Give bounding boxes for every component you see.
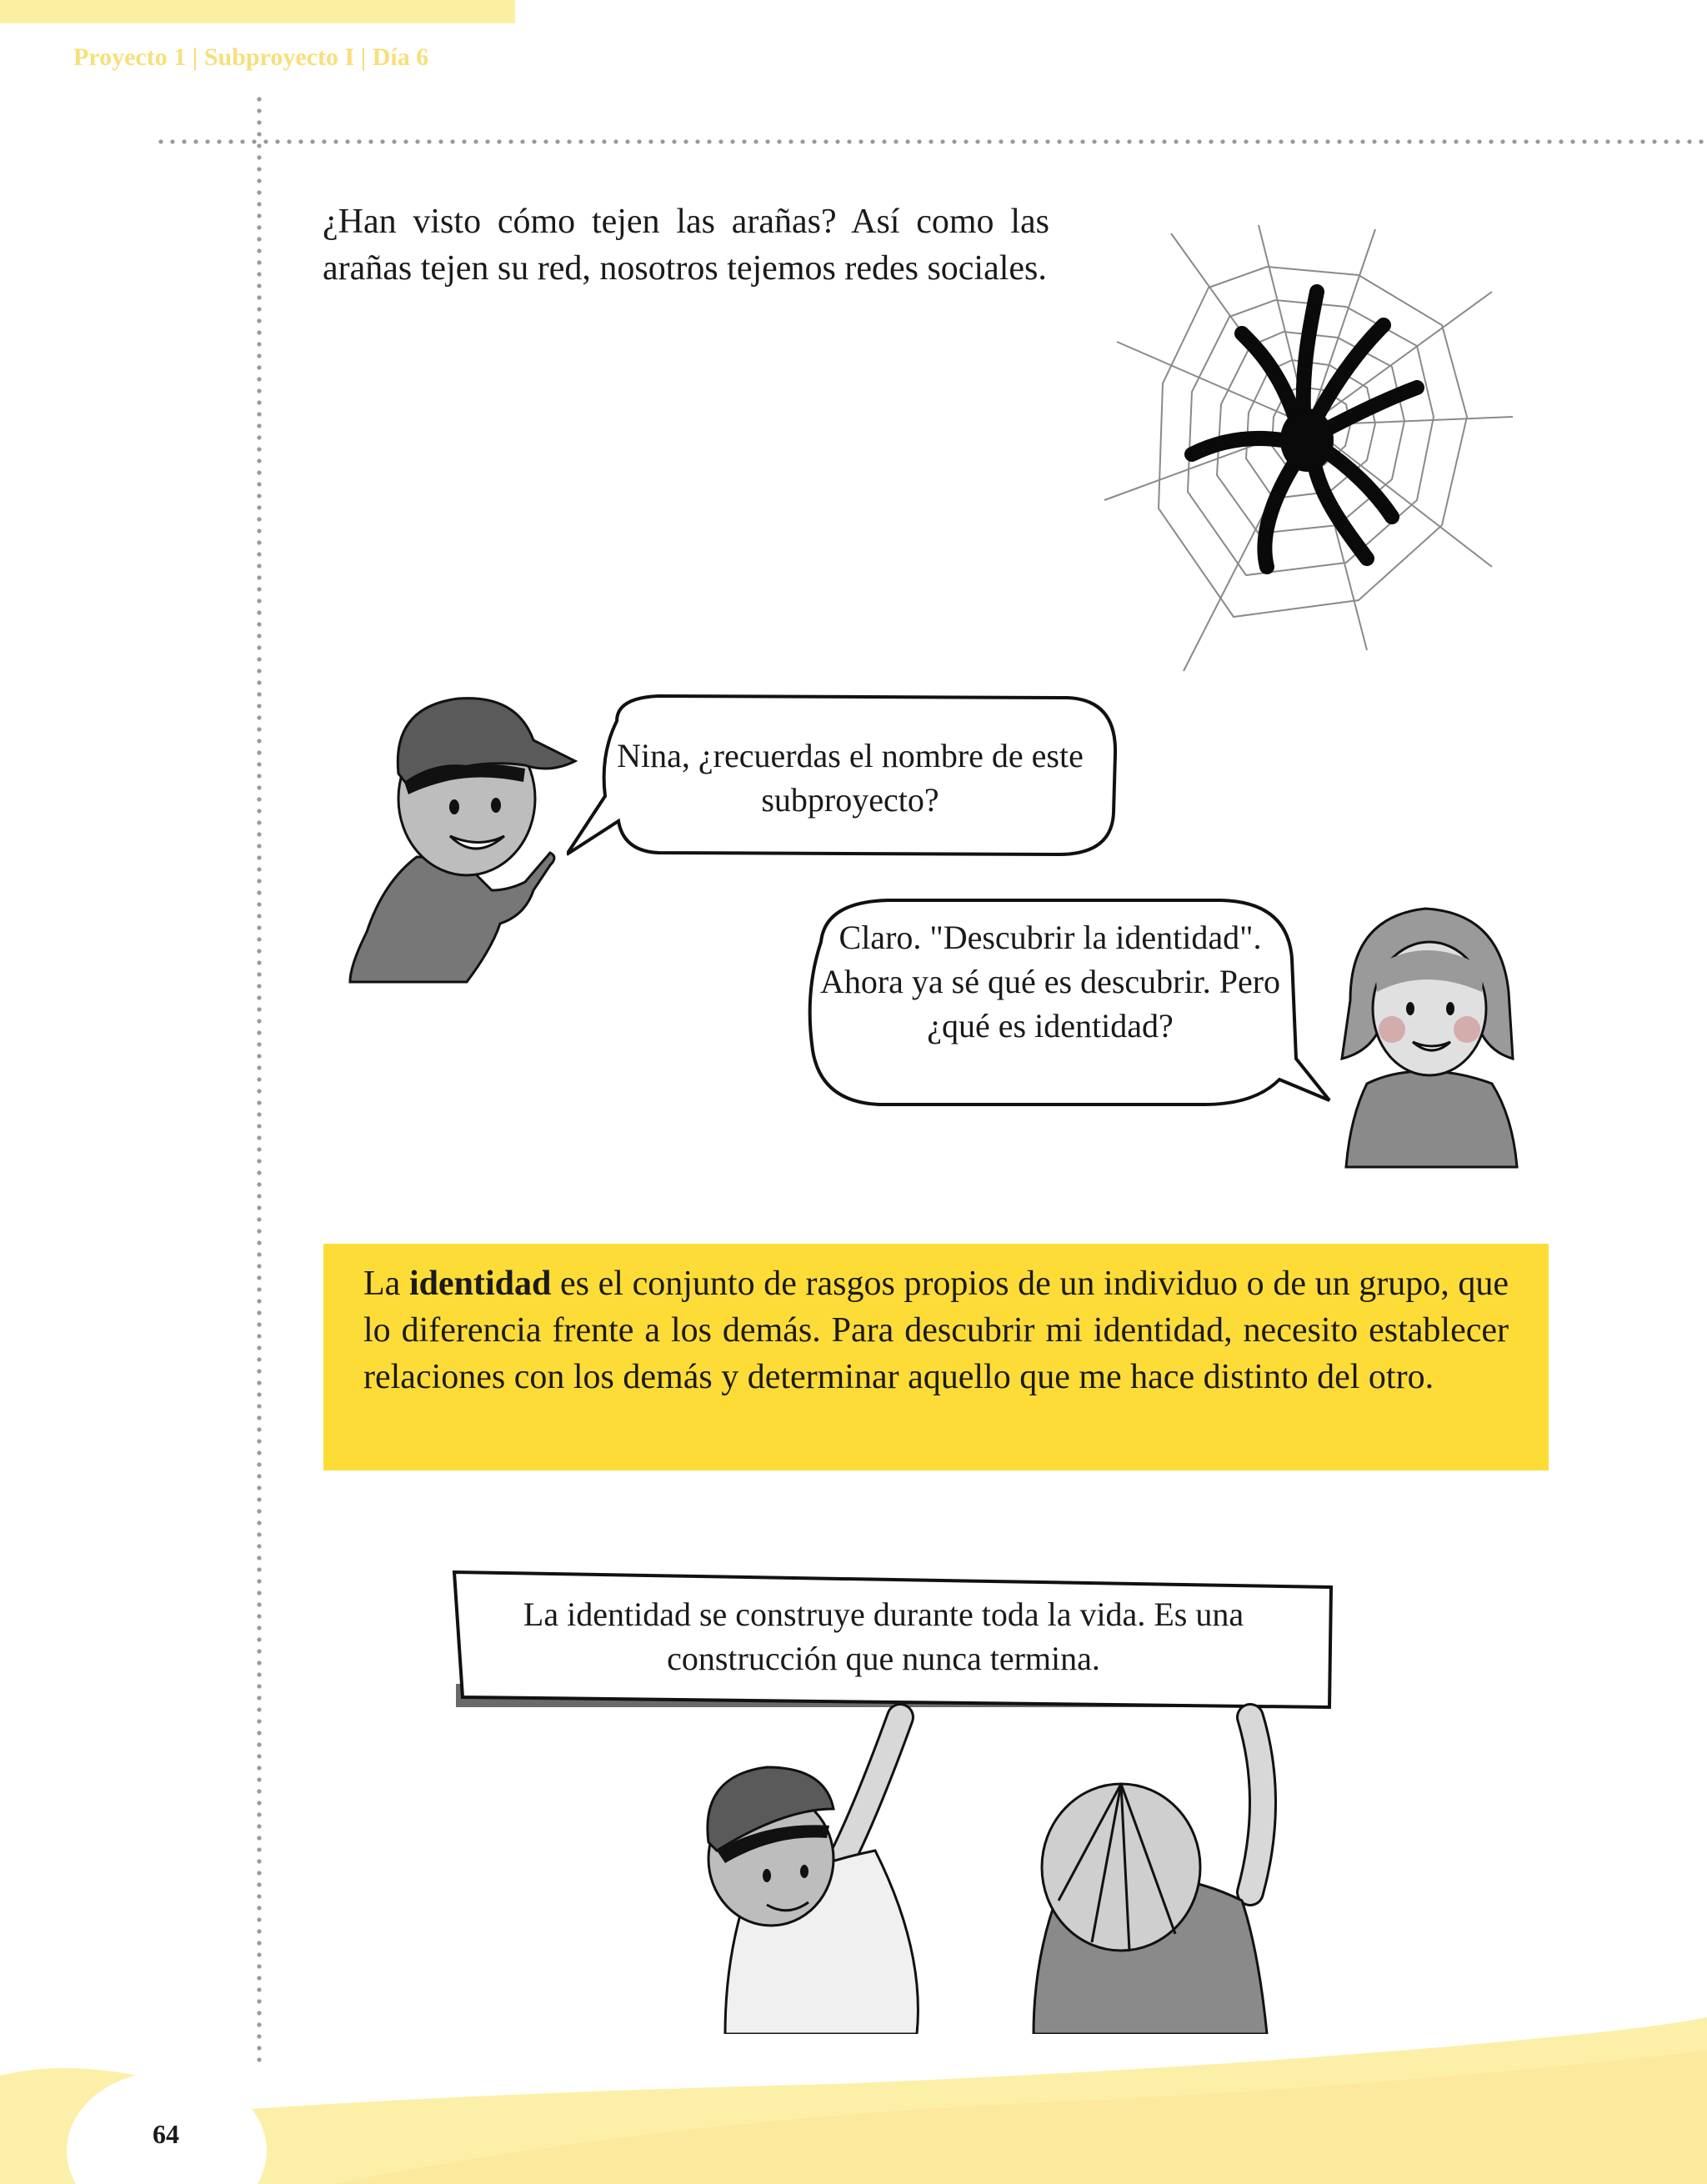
girl-speech-text: Claro. "Descubrir la identidad". Ahora ya sé qué es descubrir. Pero ¿qué es identidad? <box>819 919 1281 1044</box>
intro-paragraph: ¿Han visto cómo tejen las arañas? Así como las arañas tejen su red, nosotros tejemos redes sociales. <box>323 203 1049 288</box>
page-number: 64 <box>153 2119 179 2149</box>
kids-holding-sign-illustration <box>667 1684 1300 2034</box>
girl-illustration <box>1334 892 1525 1175</box>
footer-wave-decoration <box>0 2001 1707 2184</box>
header-color-bar <box>0 0 515 23</box>
boy-pointing-illustration <box>333 682 583 990</box>
definition-lead: La <box>363 1265 409 1303</box>
dotted-header-line <box>155 139 1707 144</box>
definition-term: identidad <box>408 1265 552 1303</box>
definition-text <box>363 1260 1509 1400</box>
spider-web-illustration <box>1092 217 1525 684</box>
running-head: Proyecto 1 | Subproyecto I | Día 6 <box>73 43 429 71</box>
definition-body: es el conjunto de rasgos propios de un individuo o de un grupo, que lo diferencia frente a los demás. Para descubrir mi identidad, necesito establecer relaciones con los demás y determinar aquello que me hace distinto del otro. <box>363 1265 1509 1396</box>
dotted-margin-line <box>257 93 262 2069</box>
sign-text: La identidad se construye durante toda la vida. Es una construcción que nunca termina. <box>523 1595 1244 1677</box>
boy-speech-text: Nina, ¿recuerdas el nombre de este subproyecto? <box>617 737 1084 819</box>
